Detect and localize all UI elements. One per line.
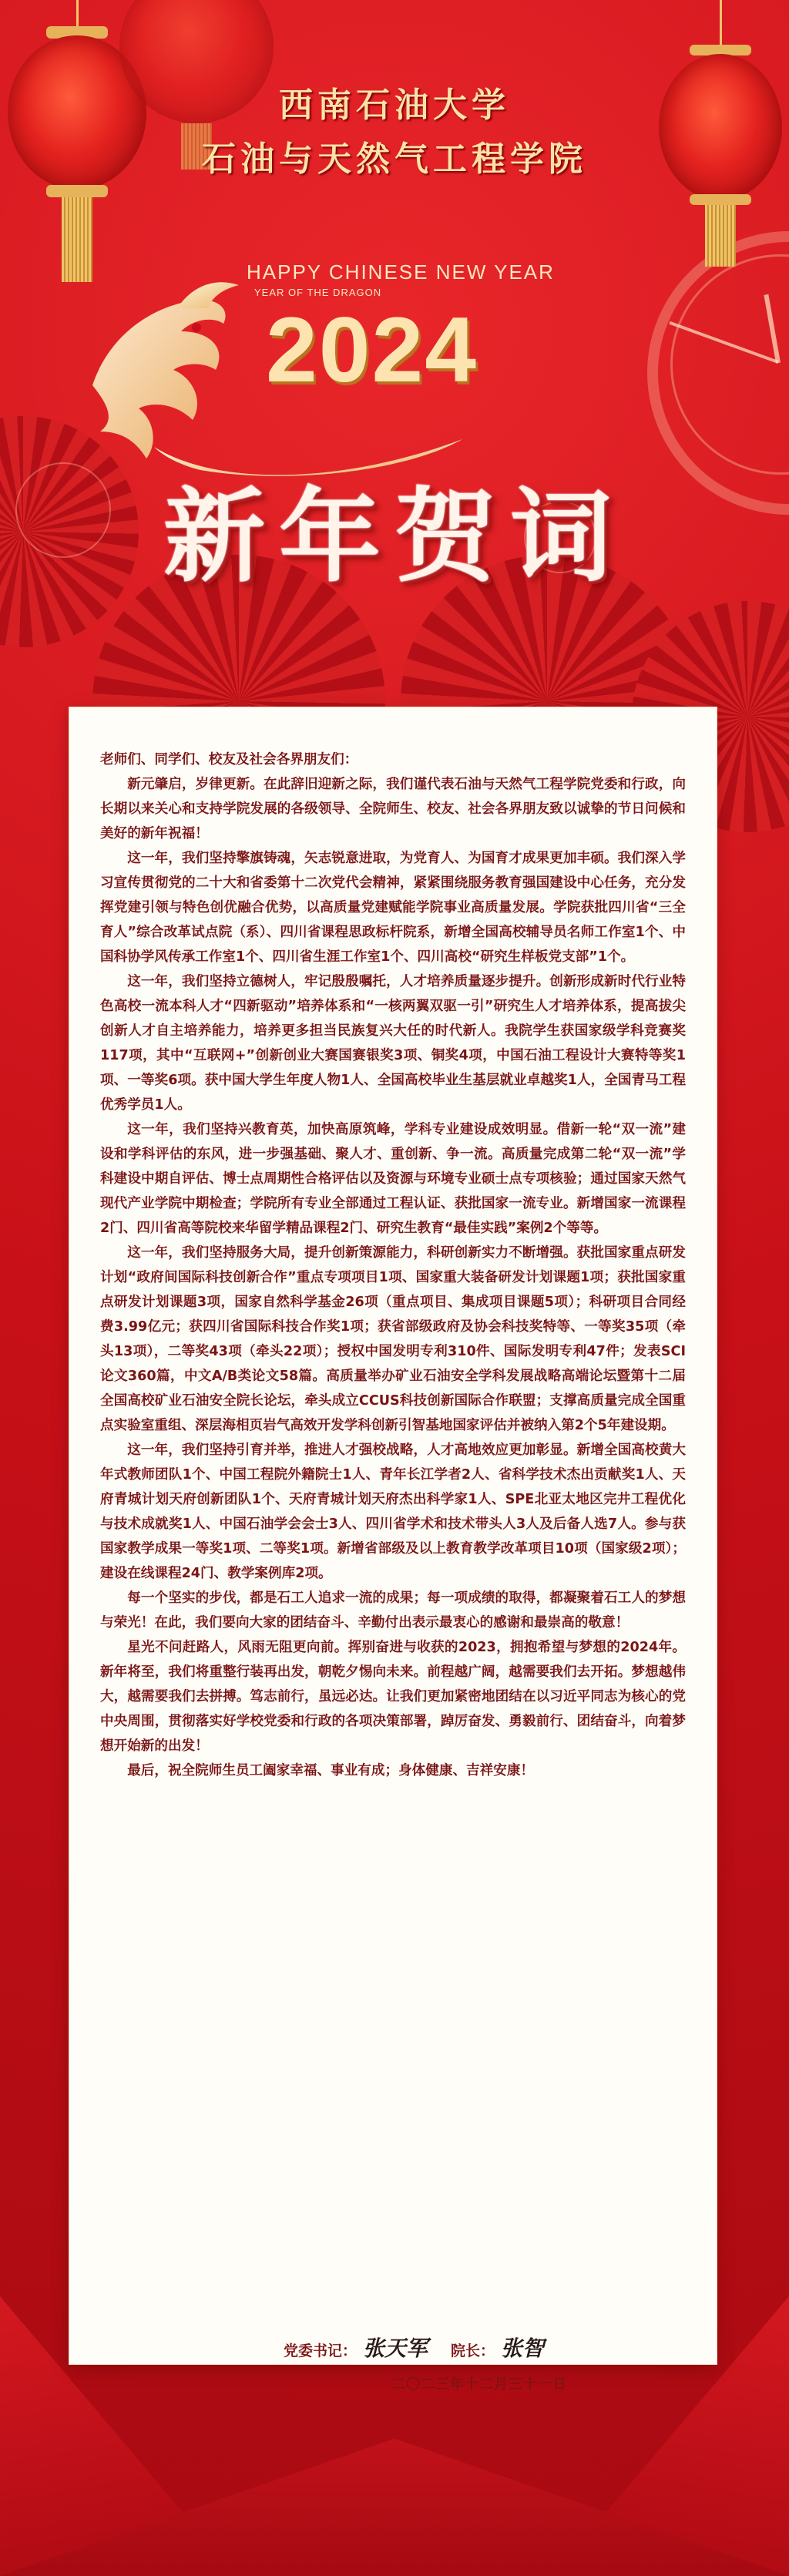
letter-paragraph: 星光不问赶路人，风雨无阻更向前。挥别奋进与收获的2023，拥抱希望与梦想的2024年。新年将至，我们将重整行装再出发，朝乾夕惕向未来。前程越广阔，越需要我们去开拓。梦想越伟大，越需要我们去拼搏。笃志前行，虽远必达。让我们更加紧密地团结在以习近平同志为核心的党中央周围，贯彻落实好学校党委和行政的各项决策部署，踔厉奋发、勇毅前行、团结奋斗，向着梦想开始新的出发！ (100, 1640, 686, 1754)
letter-body (100, 747, 686, 1783)
letter-paragraph: 最后，祝全院师生员工阖家幸福、事业有成；身体健康、吉祥安康！ (127, 1763, 535, 1778)
year-number: 2024 (266, 298, 478, 401)
letter-greeting: 老师们、同学们、校友及社会各界朋友们： (100, 752, 358, 767)
letter-paragraph: 这一年，我们坚持引育并举，推进人才强校战略，人才高地效应更加彰显。新增全国高校黄大年式教师团队1个、中国工程院外籍院士1人、青年长江学者2人、省科学技术杰出贡献奖1人、天府青城计划天府创新团队1个、天府青城计划天府杰出科学家1人、SPE北亚太地区完井工程优化与技术成就奖1人、中国石油学会会士3人、四川省学术和技术带头人3人及后备人选7人。参与获国家教学成果一等奖1项、二等奖1项。新增省部级及以上教育教学改革项目10项（国家级2项）；建设在线课程24门、教学案例库2项。 (100, 1442, 686, 1581)
letter-date: 二〇二三年十二月三十一日 (391, 2376, 567, 2393)
letter-paragraph: 这一年，我们坚持擎旗铸魂，矢志锐意进取，为党育人、为国育才成果更加丰硕。我们深入学习宣传贯彻党的二十大和省委第十二次党代会精神，紧紧围绕服务教育强国建设中心任务，充分发挥党建引领与特色创优融合优势，以高质量党建赋能学院事业高质量发展。学院获批四川省“三全育人”综合改革试点院（系）、四川省课程思政标杆院系，新增全国高校辅导员名师工作室1个、中国科协学风传承工作室1个、四川省生涯工作室1个、四川高校“研究生样板党支部”1个。 (100, 851, 686, 965)
page-title: 新年贺词 (163, 477, 626, 596)
dean-label: 院长： (451, 2343, 495, 2359)
college-name: 石油与天然气工程学院 (202, 139, 587, 179)
happy-new-year-text: HAPPY CHINESE NEW YEAR (247, 260, 555, 284)
secretary-label: 党委书记： (284, 2343, 358, 2359)
letter-paragraph: 这一年，我们坚持兴教育英，加快高原筑峰，学科专业建设成效明显。借新一轮“双一流”建设和学科评估的东风，进一步强基础、聚人才、重创新、争一流。高质量完成第二轮“双一流”学科建设中期自评估、博士点周期性合格评估以及资源与环境专业硕士点专项核验；通过国家天然气现代产业学院中期检查；学院所有专业全部通过工程认证、获批国家一流专业。新增国家一流课程2门、四川省高等院校来华留学精品课程2门、研究生教育“最佳实践”案例2个等等。 (100, 1122, 686, 1236)
letter-paragraph: 这一年，我们坚持立德树人，牢记殷殷嘱托，人才培养质量逐步提升。创新形成新时代行业特色高校一流本科人才“四新驱动”培养体系和“一核两翼双驱一引”研究生人才培养体系，提高拔尖创新人才自主培养能力，培养更多担当民族复兴大任的时代新人。我院学生获国家级学科竞赛奖117项，其中“互联网+”创新创业大赛国赛银奖3项、铜奖4项，中国石油工程设计大赛特等奖1项、一等奖6项。获中国大学生年度人物1人、全国高校毕业生基层就业卓越奖1人，全国青马工程优秀学员1人。 (100, 974, 686, 1113)
signature-line (284, 2332, 567, 2363)
university-name: 西南石油大学 (279, 86, 510, 125)
letter-paragraph: 每一个坚实的步伐，都是石工人追求一流的成果；每一项成绩的取得，都凝聚着石工人的梦想与荣光！在此，我们要向大家的团结奋斗、辛勤付出表示最衷心的感谢和最崇高的敬意！ (100, 1590, 686, 1631)
secretary-signature: 张天军 (363, 2336, 428, 2361)
letter-paragraph: 这一年，我们坚持服务大局，提升创新策源能力，科研创新实力不断增强。获批国家重点研发计划“政府间国际科技创新合作”重点专项项目1项、国家重大装备研发计划课题1项；获批国家重点研发计划课题3项，国家自然科学基金26项（重点项目、集成项目课题5项）；科研项目合同经费3.99亿元；获四川省国际科技合作奖1项；获省部级政府及协会科技奖特等、一等奖35项（牵头13项），二等奖43项（牵头22项）；授权中国发明专利310件、国际发明专利47件；发表SCI论文360篇，中文A/B类论文58篇。高质量举办矿业石油安全学科发展战略高端论坛暨第十二届全国高校矿业石油安全院长论坛，牵头成立CCUS科技创新国际合作联盟；支撑高质量完成全国重点实验室重组、深层海相页岩气高效开发学科创新引智基地国家评估并被纳入第2个5年建设期。 (100, 1245, 686, 1433)
letter-paragraph: 新元肇启，岁律更新。在此辞旧迎新之际，我们谨代表石油与天然气工程学院党委和行政，向长期以来关心和支持学院发展的各级领导、全院师生、校友、社会各界朋友致以诚挚的节日问候和美好的新年祝福！ (100, 777, 686, 841)
dean-signature: 张智 (501, 2336, 545, 2361)
year-of-dragon-text: YEAR OF THE DRAGON (254, 287, 382, 298)
